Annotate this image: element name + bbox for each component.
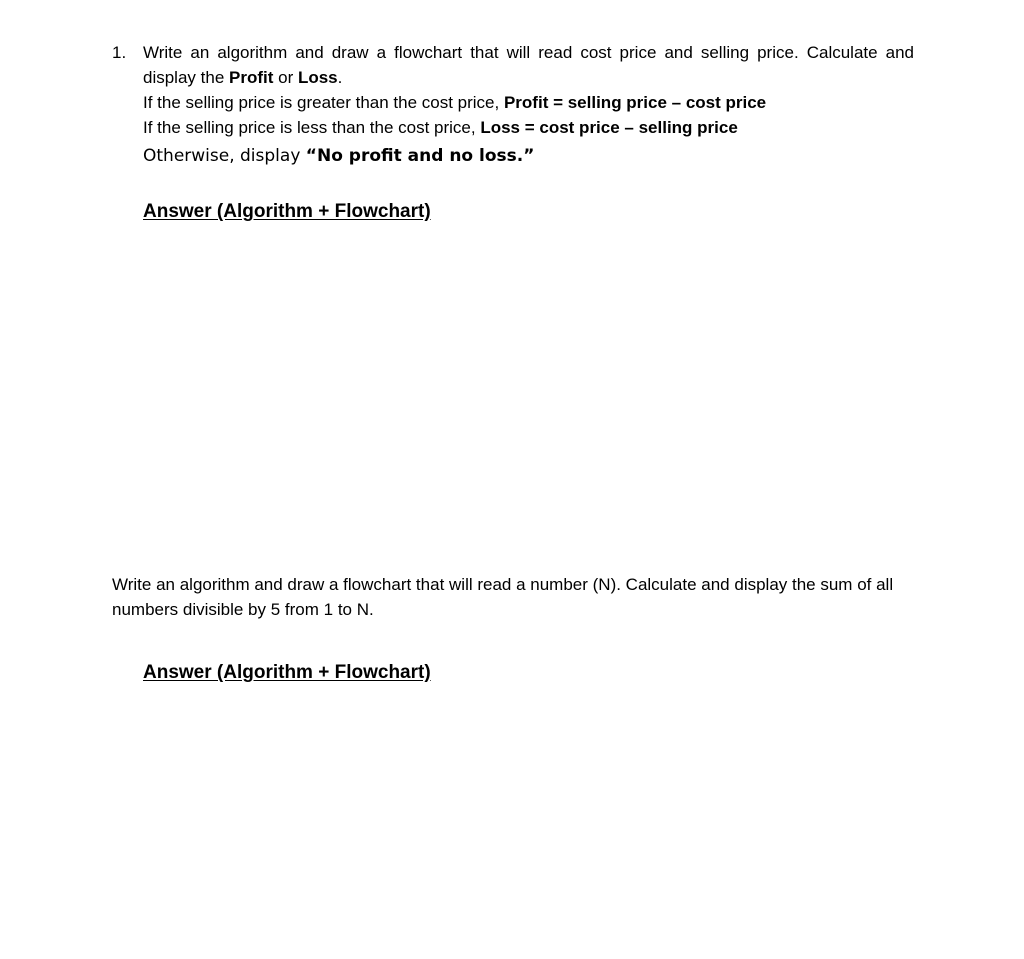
- profit-word: Profit: [229, 68, 274, 87]
- no-profit-no-loss-message: “No profit and no loss.”: [305, 146, 535, 166]
- or-word: or: [273, 68, 298, 87]
- profit-rule: [143, 90, 914, 115]
- answer-heading-1: Answer (Algorithm + Flowchart): [143, 201, 431, 222]
- otherwise-text: Otherwise, display: [143, 146, 306, 166]
- question-1-body: [143, 40, 914, 171]
- question-1: [112, 40, 914, 171]
- profit-formula: Profit = selling price – cost price: [503, 93, 767, 112]
- loss-rule-text: If the selling price is less than the cost price,: [143, 118, 481, 137]
- profit-rule-text: If the selling price is greater than the cost price,: [143, 93, 504, 112]
- question-2: Write an algorithm and draw a flowchart that will read a number (N). Calculate and display the sum of all numbers divisible by 5 from 1 to N.: [112, 575, 894, 619]
- question-1-number: 1.: [112, 43, 127, 62]
- answer-heading-2: Answer (Algorithm + Flowchart): [143, 662, 431, 683]
- loss-rule: [143, 115, 914, 140]
- otherwise-rule: [143, 141, 914, 171]
- question-1-intro-text: Write an algorithm and draw a flowchart that will read cost price and selling price. Calculate and display the: [143, 43, 914, 87]
- question-1-intro: [143, 40, 914, 90]
- loss-word: Loss: [297, 68, 338, 87]
- intro-period: .: [337, 68, 343, 87]
- loss-formula: Loss = cost price – selling price: [480, 118, 738, 137]
